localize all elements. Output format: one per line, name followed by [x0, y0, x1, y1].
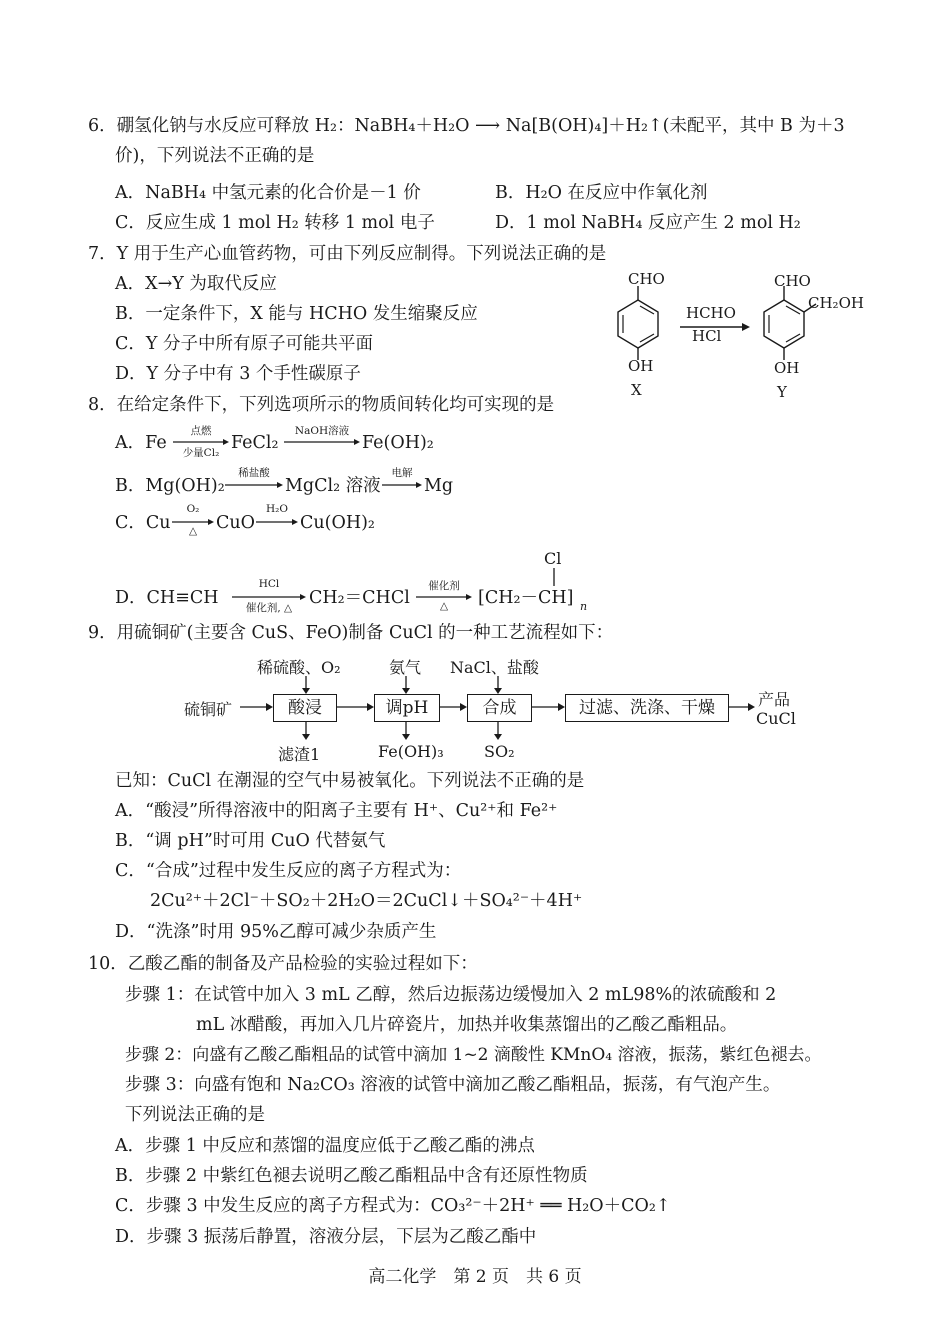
q7-option-a: A．X→Y 为取代反应: [115, 274, 277, 294]
q7-stem: 7．Y 用于生产心血管药物，可由下列反应制得。下列说法正确的是: [88, 244, 607, 264]
q8-c-mid: CuO: [216, 513, 256, 533]
q10-step2: 步骤 2：向盛有乙酸乙酯粗品的试管中滴加 1~2 滴酸性 KMnO₄ 溶液，振荡，紫红色褪去。: [125, 1045, 822, 1065]
q8-c-start: C．Cu: [115, 513, 171, 533]
flow-product-cucl: CuCl: [756, 709, 796, 728]
q7-option-d: D．Y 分子中有 3 个手性碳原子: [115, 364, 361, 384]
flow-start-ore: 硫铜矿: [184, 700, 233, 719]
flow-output-feoh3: Fe(OH)₃: [378, 742, 444, 761]
q8-a-start: A．Fe: [115, 433, 167, 453]
flow-output-so2: SO₂: [484, 742, 515, 761]
q6-option-c: C．反应生成 1 mol H₂ 转移 1 mol 电子: [115, 213, 435, 233]
q9-option-a: A．“酸浸”所得溶液中的阳离子主要有 H⁺、Cu²⁺和 Fe²⁺: [115, 801, 558, 821]
q7-option-b: B．一定条件下，X 能与 HCHO 发生缩聚反应: [115, 304, 478, 324]
q10-step3: 步骤 3：向盛有饱和 Na₂CO₃ 溶液的试管中滴加乙酸乙酯粗品，振荡，有气泡产生。: [125, 1075, 781, 1095]
q8-stem: 8．在给定条件下，下列选项所示的物质间转化均可实现的是: [88, 395, 555, 415]
q8-b-cond2-top: 电解: [391, 467, 413, 479]
q8-b-cond1-top: 稀盐酸: [238, 467, 270, 479]
q8-c-cond2-top: H₂O: [266, 503, 288, 515]
flow-input-acid: 稀硫酸、O₂: [257, 658, 341, 677]
x-oh-label: OH: [628, 357, 654, 375]
flow-box-adjust-ph: 调pH: [374, 694, 440, 722]
q8-b-mid: MgCl₂ 溶液: [285, 476, 381, 496]
q6-option-a: A．NaBH₄ 中氢元素的化合价是－1 价: [115, 183, 421, 203]
q8-d-cond1-bottom: 催化剂, △: [245, 602, 293, 614]
flow-output-residue: 滤渣1: [278, 745, 321, 764]
q8-d-mid: CH₂＝CHCl: [309, 588, 410, 608]
reagent-hcl: HCl: [692, 327, 722, 345]
q8-c-cond1-top: O₂: [186, 503, 200, 515]
flow-input-ammonia: 氨气: [389, 658, 422, 677]
page-footer: 高二化学 第 2 页 共 6 页: [368, 1267, 582, 1287]
q8-d-cond2-top: 催化剂: [428, 580, 460, 592]
x-label: X: [631, 381, 642, 399]
q10-stem: 10．乙酸乙酯的制备及产品检验的实验过程如下：: [88, 954, 478, 974]
q8-a-cond2-top: NaOH溶液: [294, 425, 350, 437]
y-label: Y: [777, 383, 787, 401]
q8-b-end: Mg: [424, 476, 454, 496]
flow-input-nacl: NaCl、盐酸: [450, 658, 539, 677]
q8-a-cond1-bottom: 少量Cl₂: [182, 447, 220, 459]
q6-stem-line2: 价)，下列说法不正确的是: [115, 146, 315, 166]
y-ch2oh-label: CH₂OH: [808, 294, 864, 312]
q10-step1-line2: mL 冰醋酸，再加入几片碎瓷片，加热并收集蒸馏出的乙酸乙酯粗品。: [196, 1015, 738, 1035]
q8-d-cond1-top: HCl: [258, 578, 280, 590]
q10-option-b: B．步骤 2 中紫红色褪去说明乙酸乙酯粗品中含有还原性物质: [115, 1166, 588, 1186]
q9-option-d: D．“洗涤”时用 95%乙醇可减少杂质产生: [115, 922, 437, 942]
q6-stem-line1: 6．硼氢化钠与水反应可释放 H₂：NaBH₄＋H₂O ⟶ Na[B(OH)₄]＋H₂↑(未配平，其中 B 为＋3: [88, 116, 845, 136]
q8-a-cond1-top: 点燃: [190, 425, 212, 437]
q10-option-c: C．步骤 3 中发生反应的离子方程式为：CO₃²⁻＋2H⁺ ══ H₂O＋CO₂↑: [115, 1196, 671, 1216]
flow-box-synthesis: 合成: [467, 694, 532, 722]
flow-box-leaching: 酸浸: [273, 694, 337, 722]
q9-option-c-equation: 2Cu²⁺＋2Cl⁻＋SO₂＋2H₂O＝2CuCl↓＋SO₄²⁻＋4H⁺: [150, 891, 583, 911]
q8-c-end: Cu(OH)₂: [300, 513, 375, 533]
reagent-hcho: HCHO: [686, 304, 736, 322]
q10-option-a: A．步骤 1 中反应和蒸馏的温度应低于乙酸乙酯的沸点: [115, 1136, 535, 1156]
q10-option-d: D．步骤 3 振荡后静置，溶液分层，下层为乙酸乙酯中: [115, 1227, 537, 1247]
q9-known: 已知：CuCl 在潮湿的空气中易被氧化。下列说法不正确的是: [115, 771, 585, 791]
flow-product-label: 产品: [758, 690, 791, 709]
q9-option-b: B．“调 pH”时可用 CuO 代替氨气: [115, 831, 386, 851]
flow-box-filter-wash-dry: 过滤、洗涤、干燥: [565, 694, 729, 722]
q10-question: 下列说法正确的是: [125, 1105, 265, 1125]
q8-c-cond1-bottom: △: [188, 525, 198, 537]
q8-d-end: [CH₂－CH]: [478, 588, 574, 608]
y-oh-label: OH: [774, 359, 800, 377]
q6-option-b: B．H₂O 在反应中作氧化剂: [495, 183, 708, 203]
q8-d-subscript-n: n: [580, 600, 588, 613]
y-cho-label: CHO: [774, 272, 811, 290]
q9-option-c: C．“合成”过程中发生反应的离子方程式为：: [115, 861, 462, 881]
q8-a-mid: FeCl₂: [231, 433, 279, 453]
q8-b-start: B．Mg(OH)₂: [115, 476, 225, 496]
x-cho-label: CHO: [628, 270, 665, 288]
q8-d-start: D．CH≡CH: [115, 588, 219, 608]
q7-option-c: C．Y 分子中所有原子可能共平面: [115, 334, 374, 354]
q8-d-cond2-bottom: △: [439, 600, 449, 612]
q8-a-end: Fe(OH)₂: [362, 433, 434, 453]
q10-step1-line1: 步骤 1：在试管中加入 3 mL 乙醇，然后边振荡边缓慢加入 2 mL98%的浓硫酸和 2: [125, 985, 777, 1005]
q6-option-d: D．1 mol NaBH₄ 反应产生 2 mol H₂: [495, 213, 801, 233]
q9-stem: 9．用硫铜矿(主要含 CuS、FeO)制备 CuCl 的一种工艺流程如下：: [88, 623, 614, 643]
q8-d-cl-label: Cl: [544, 549, 562, 568]
